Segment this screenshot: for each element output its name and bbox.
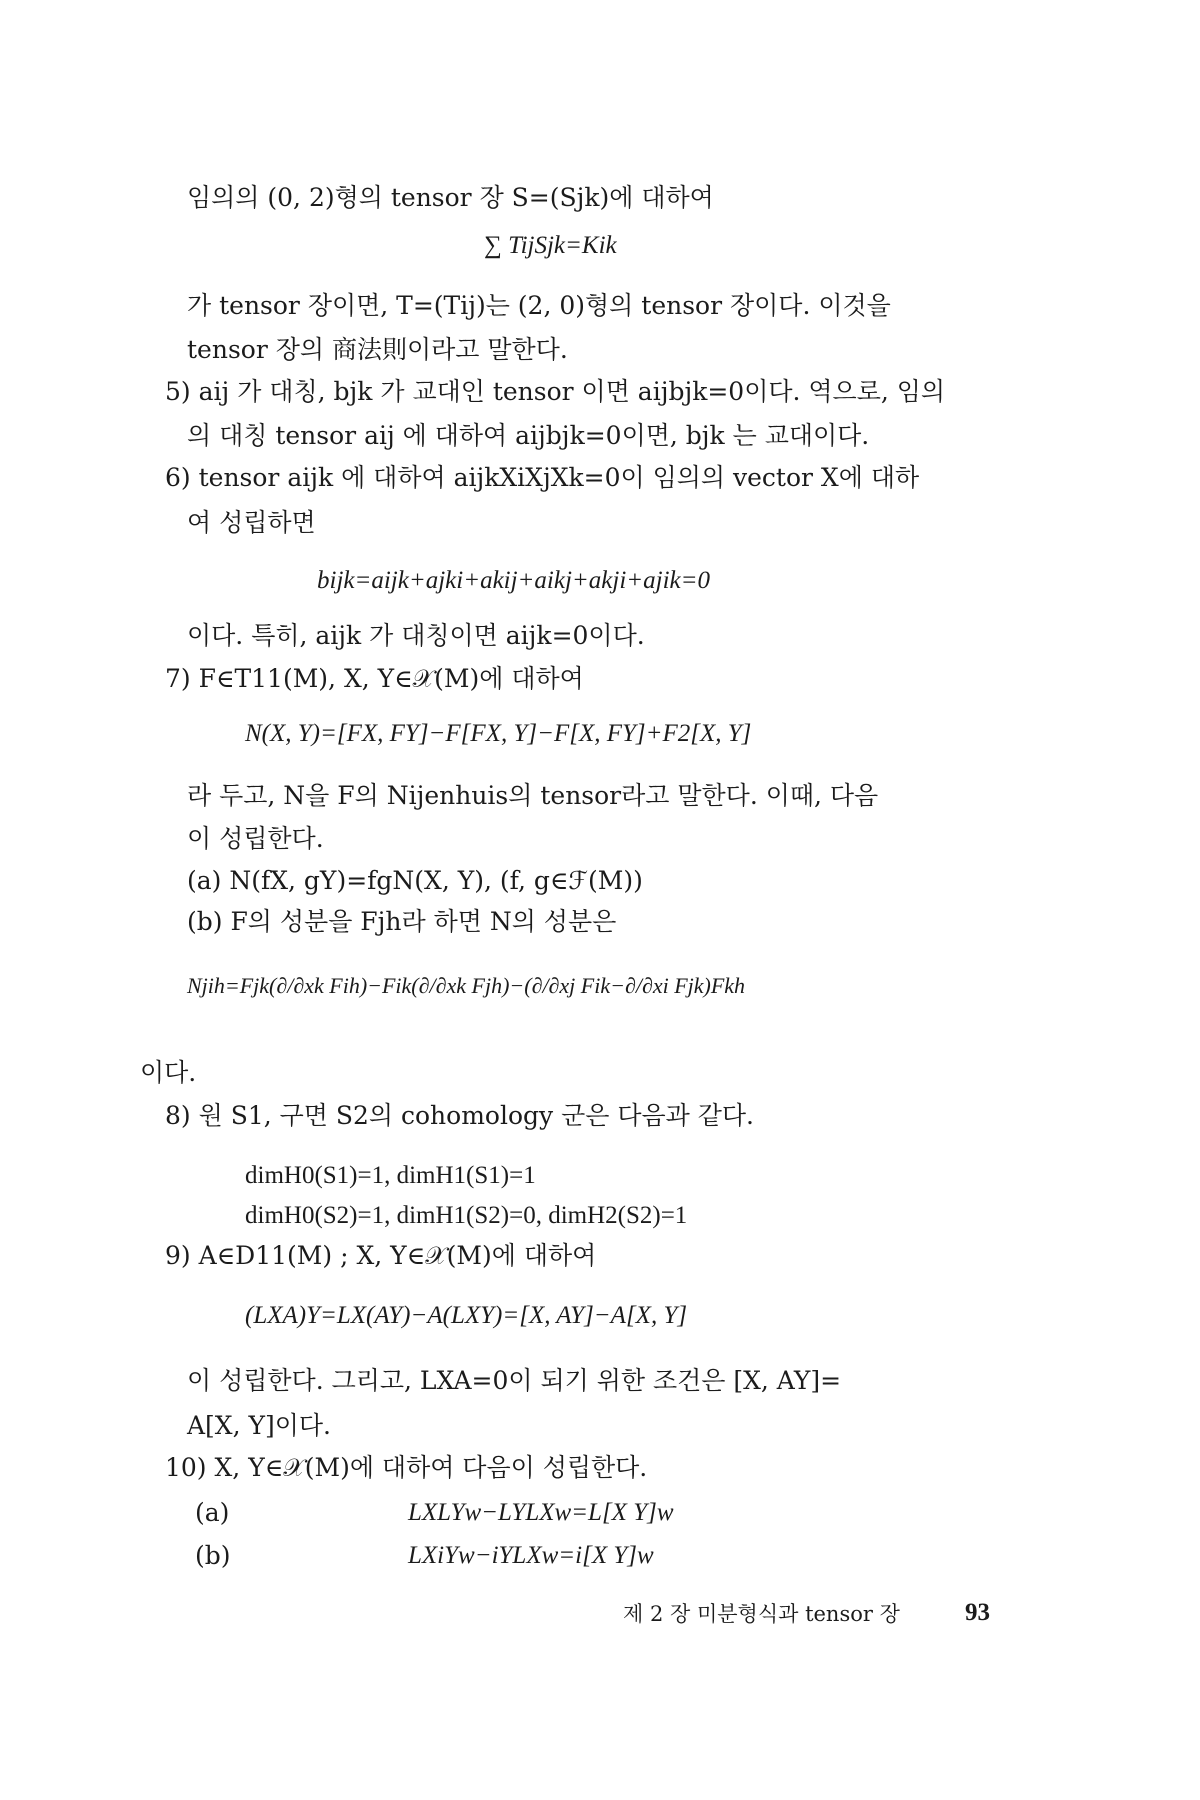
list-item-10: 10) X, Y∈𝒳(M)에 대하여 다음이 성립한다.: [165, 1453, 648, 1482]
equation: dimH0(S1)=1, dimH1(S1)=1: [245, 1162, 536, 1189]
equation: LXLYw−LYLXw=L[X Y]w: [408, 1499, 674, 1526]
text-line: 이 성립한다.: [187, 824, 324, 853]
list-item-5: 5) aij 가 대칭, bjk 가 교대인 tensor 이면 aijbjk=0이다. 역으로, 임의: [165, 377, 946, 406]
equation: ∑ TijSjk=Kik: [484, 232, 617, 259]
equation: (LXA)Y=LX(AY)−A(LXY)=[X, AY]−A[X, Y]: [245, 1302, 688, 1329]
list-item-8: 8) 원 S1, 구면 S2의 cohomology 군은 다음과 같다.: [165, 1101, 754, 1130]
text-line: 이 성립한다. 그리고, LXA=0이 되기 위한 조건은 [X, AY]=: [187, 1366, 842, 1395]
running-footer: 제 2 장 미분형식과 tensor 장: [623, 1602, 900, 1626]
equation: Njih=Fjk(∂/∂xk Fih)−Fik(∂/∂xk Fjh)−(∂/∂xj Fik−∂/∂xi Fjk)Fkh: [187, 973, 746, 998]
text-line: 가 tensor 장이면, T=(Tij)는 (2, 0)형의 tensor 장이다. 이것을: [187, 291, 891, 320]
text-line: A[X, Y]이다.: [187, 1411, 332, 1440]
text-line: 의 대칭 tensor aij 에 대하여 aijbjk=0이면, bjk 는 교대이다.: [187, 421, 870, 450]
item-label: (a): [195, 1498, 230, 1527]
item-label: (b): [195, 1541, 231, 1570]
text-line: tensor 장의 商法則이라고 말한다.: [187, 335, 568, 364]
equation: LXiYw−iYLXw=i[X Y]w: [408, 1542, 654, 1569]
text-line: 임의의 (0, 2)형의 tensor 장 S=(Sjk)에 대하여: [187, 183, 714, 212]
equation: bijk=aijk+ajki+akij+aikj+akji+ajik=0: [317, 567, 711, 594]
text-line: 이다. 특히, aijk 가 대칭이면 aijk=0이다.: [187, 621, 645, 650]
text-line: 라 두고, N을 F의 Nijenhuis의 tensor라고 말한다. 이때, 다음: [187, 781, 879, 810]
text-line: 여 성립하면: [187, 508, 316, 537]
page-number: 93: [965, 1599, 990, 1626]
equation: N(X, Y)=[FX, FY]−F[FX, Y]−F[X, FY]+F2[X, Y]: [245, 720, 752, 747]
list-item-7: 7) F∈T11(M), X, Y∈𝒳(M)에 대하여: [165, 664, 584, 693]
list-item-9: 9) A∈D11(M) ; X, Y∈𝒳(M)에 대하여: [165, 1241, 597, 1270]
text-line: (b) F의 성분을 Fjh라 하면 N의 성분은: [187, 907, 617, 936]
text-line: 이다.: [140, 1058, 197, 1087]
text-line: (a) N(fX, gY)=fgN(X, Y), (f, g∈ℱ(M)): [187, 866, 643, 895]
equation: dimH0(S2)=1, dimH1(S2)=0, dimH2(S2)=1: [245, 1202, 688, 1229]
list-item-6: 6) tensor aijk 에 대하여 aijkXiXjXk=0이 임의의 vector X에 대하: [165, 463, 920, 492]
